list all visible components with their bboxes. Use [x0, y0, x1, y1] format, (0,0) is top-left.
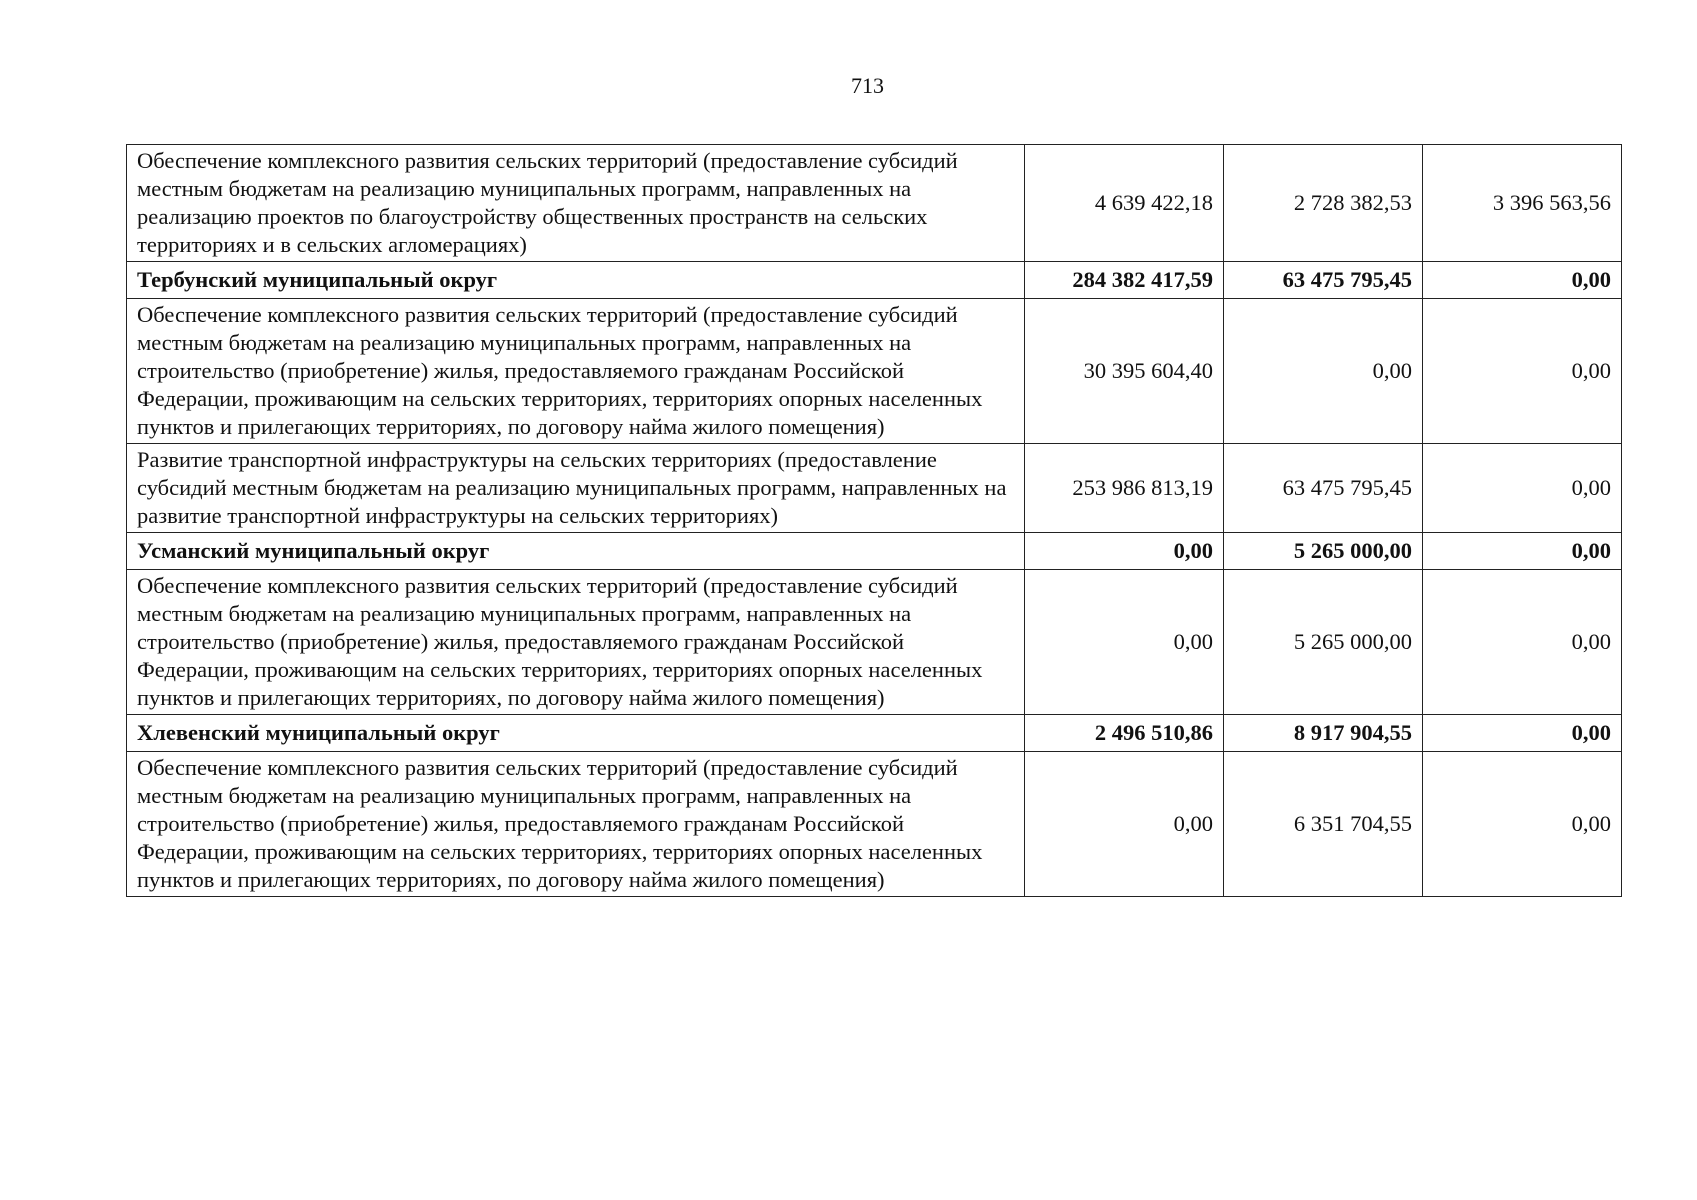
- district-total-2: 8 917 904,55: [1224, 715, 1423, 752]
- row-value-2: 6 351 704,55: [1224, 752, 1423, 897]
- row-value-1: 4 639 422,18: [1025, 145, 1224, 262]
- district-total-3: 0,00: [1423, 715, 1622, 752]
- row-value-3: 0,00: [1423, 570, 1622, 715]
- row-description: Обеспечение комплексного развития сельских территорий (предоставление субсидий местным бюджетам на реализацию муниципальных программ, направленных на строительство (приобретение) жилья, предоставляемого гражданам Российской Федерации, проживающим на сельских территориях, территориях опорных населенных пунктов и прилегающих территориях, по договору найма жилого помещения): [127, 752, 1025, 897]
- district-name: Тербунский муниципальный округ: [127, 262, 1025, 299]
- district-total-1: 2 496 510,86: [1025, 715, 1224, 752]
- budget-table: [126, 144, 1622, 897]
- table-row-item: [127, 444, 1622, 533]
- table-row-item: [127, 145, 1622, 262]
- row-description: Обеспечение комплексного развития сельских территорий (предоставление субсидий местным бюджетам на реализацию муниципальных программ, направленных на строительство (приобретение) жилья, предоставляемого гражданам Российской Федерации, проживающим на сельских территориях, территориях опорных населенных пунктов и прилегающих территориях, по договору найма жилого помещения): [127, 299, 1025, 444]
- row-value-3: 0,00: [1423, 299, 1622, 444]
- district-total-2: 63 475 795,45: [1224, 262, 1423, 299]
- district-total-2: 5 265 000,00: [1224, 533, 1423, 570]
- district-total-3: 0,00: [1423, 262, 1622, 299]
- row-description: Развитие транспортной инфраструктуры на сельских территориях (предоставление субсидий местным бюджетам на реализацию муниципальных программ, направленных на развитие транспортной инфраструктуры на сельских территориях): [127, 444, 1025, 533]
- table-row-item: [127, 752, 1622, 897]
- row-description: Обеспечение комплексного развития сельских территорий (предоставление субсидий местным бюджетам на реализацию муниципальных программ, направленных на строительство (приобретение) жилья, предоставляемого гражданам Российской Федерации, проживающим на сельских территориях, территориях опорных населенных пунктов и прилегающих территориях, по договору найма жилого помещения): [127, 570, 1025, 715]
- row-value-3: 0,00: [1423, 752, 1622, 897]
- row-value-2: 0,00: [1224, 299, 1423, 444]
- district-total-3: 0,00: [1423, 533, 1622, 570]
- district-name: Усманский муниципальный округ: [127, 533, 1025, 570]
- table-row-district: [127, 533, 1622, 570]
- row-value-1: 0,00: [1025, 752, 1224, 897]
- row-value-3: 3 396 563,56: [1423, 145, 1622, 262]
- table-row-item: [127, 570, 1622, 715]
- row-value-2: 63 475 795,45: [1224, 444, 1423, 533]
- table-row-district: [127, 715, 1622, 752]
- district-total-1: 0,00: [1025, 533, 1224, 570]
- row-value-2: 2 728 382,53: [1224, 145, 1423, 262]
- row-value-1: 30 395 604,40: [1025, 299, 1224, 444]
- row-value-1: 253 986 813,19: [1025, 444, 1224, 533]
- page-number: 713: [851, 73, 884, 98]
- district-name: Хлевенский муниципальный округ: [127, 715, 1025, 752]
- row-value-1: 0,00: [1025, 570, 1224, 715]
- row-value-3: 0,00: [1423, 444, 1622, 533]
- table-row-item: [127, 299, 1622, 444]
- table-row-district: [127, 262, 1622, 299]
- row-value-2: 5 265 000,00: [1224, 570, 1423, 715]
- district-total-1: 284 382 417,59: [1025, 262, 1224, 299]
- row-description: Обеспечение комплексного развития сельских территорий (предоставление субсидий местным бюджетам на реализацию муниципальных программ, направленных на реализацию проектов по благоустройству общественных пространств на сельских территориях и в сельских агломерациях): [127, 145, 1025, 262]
